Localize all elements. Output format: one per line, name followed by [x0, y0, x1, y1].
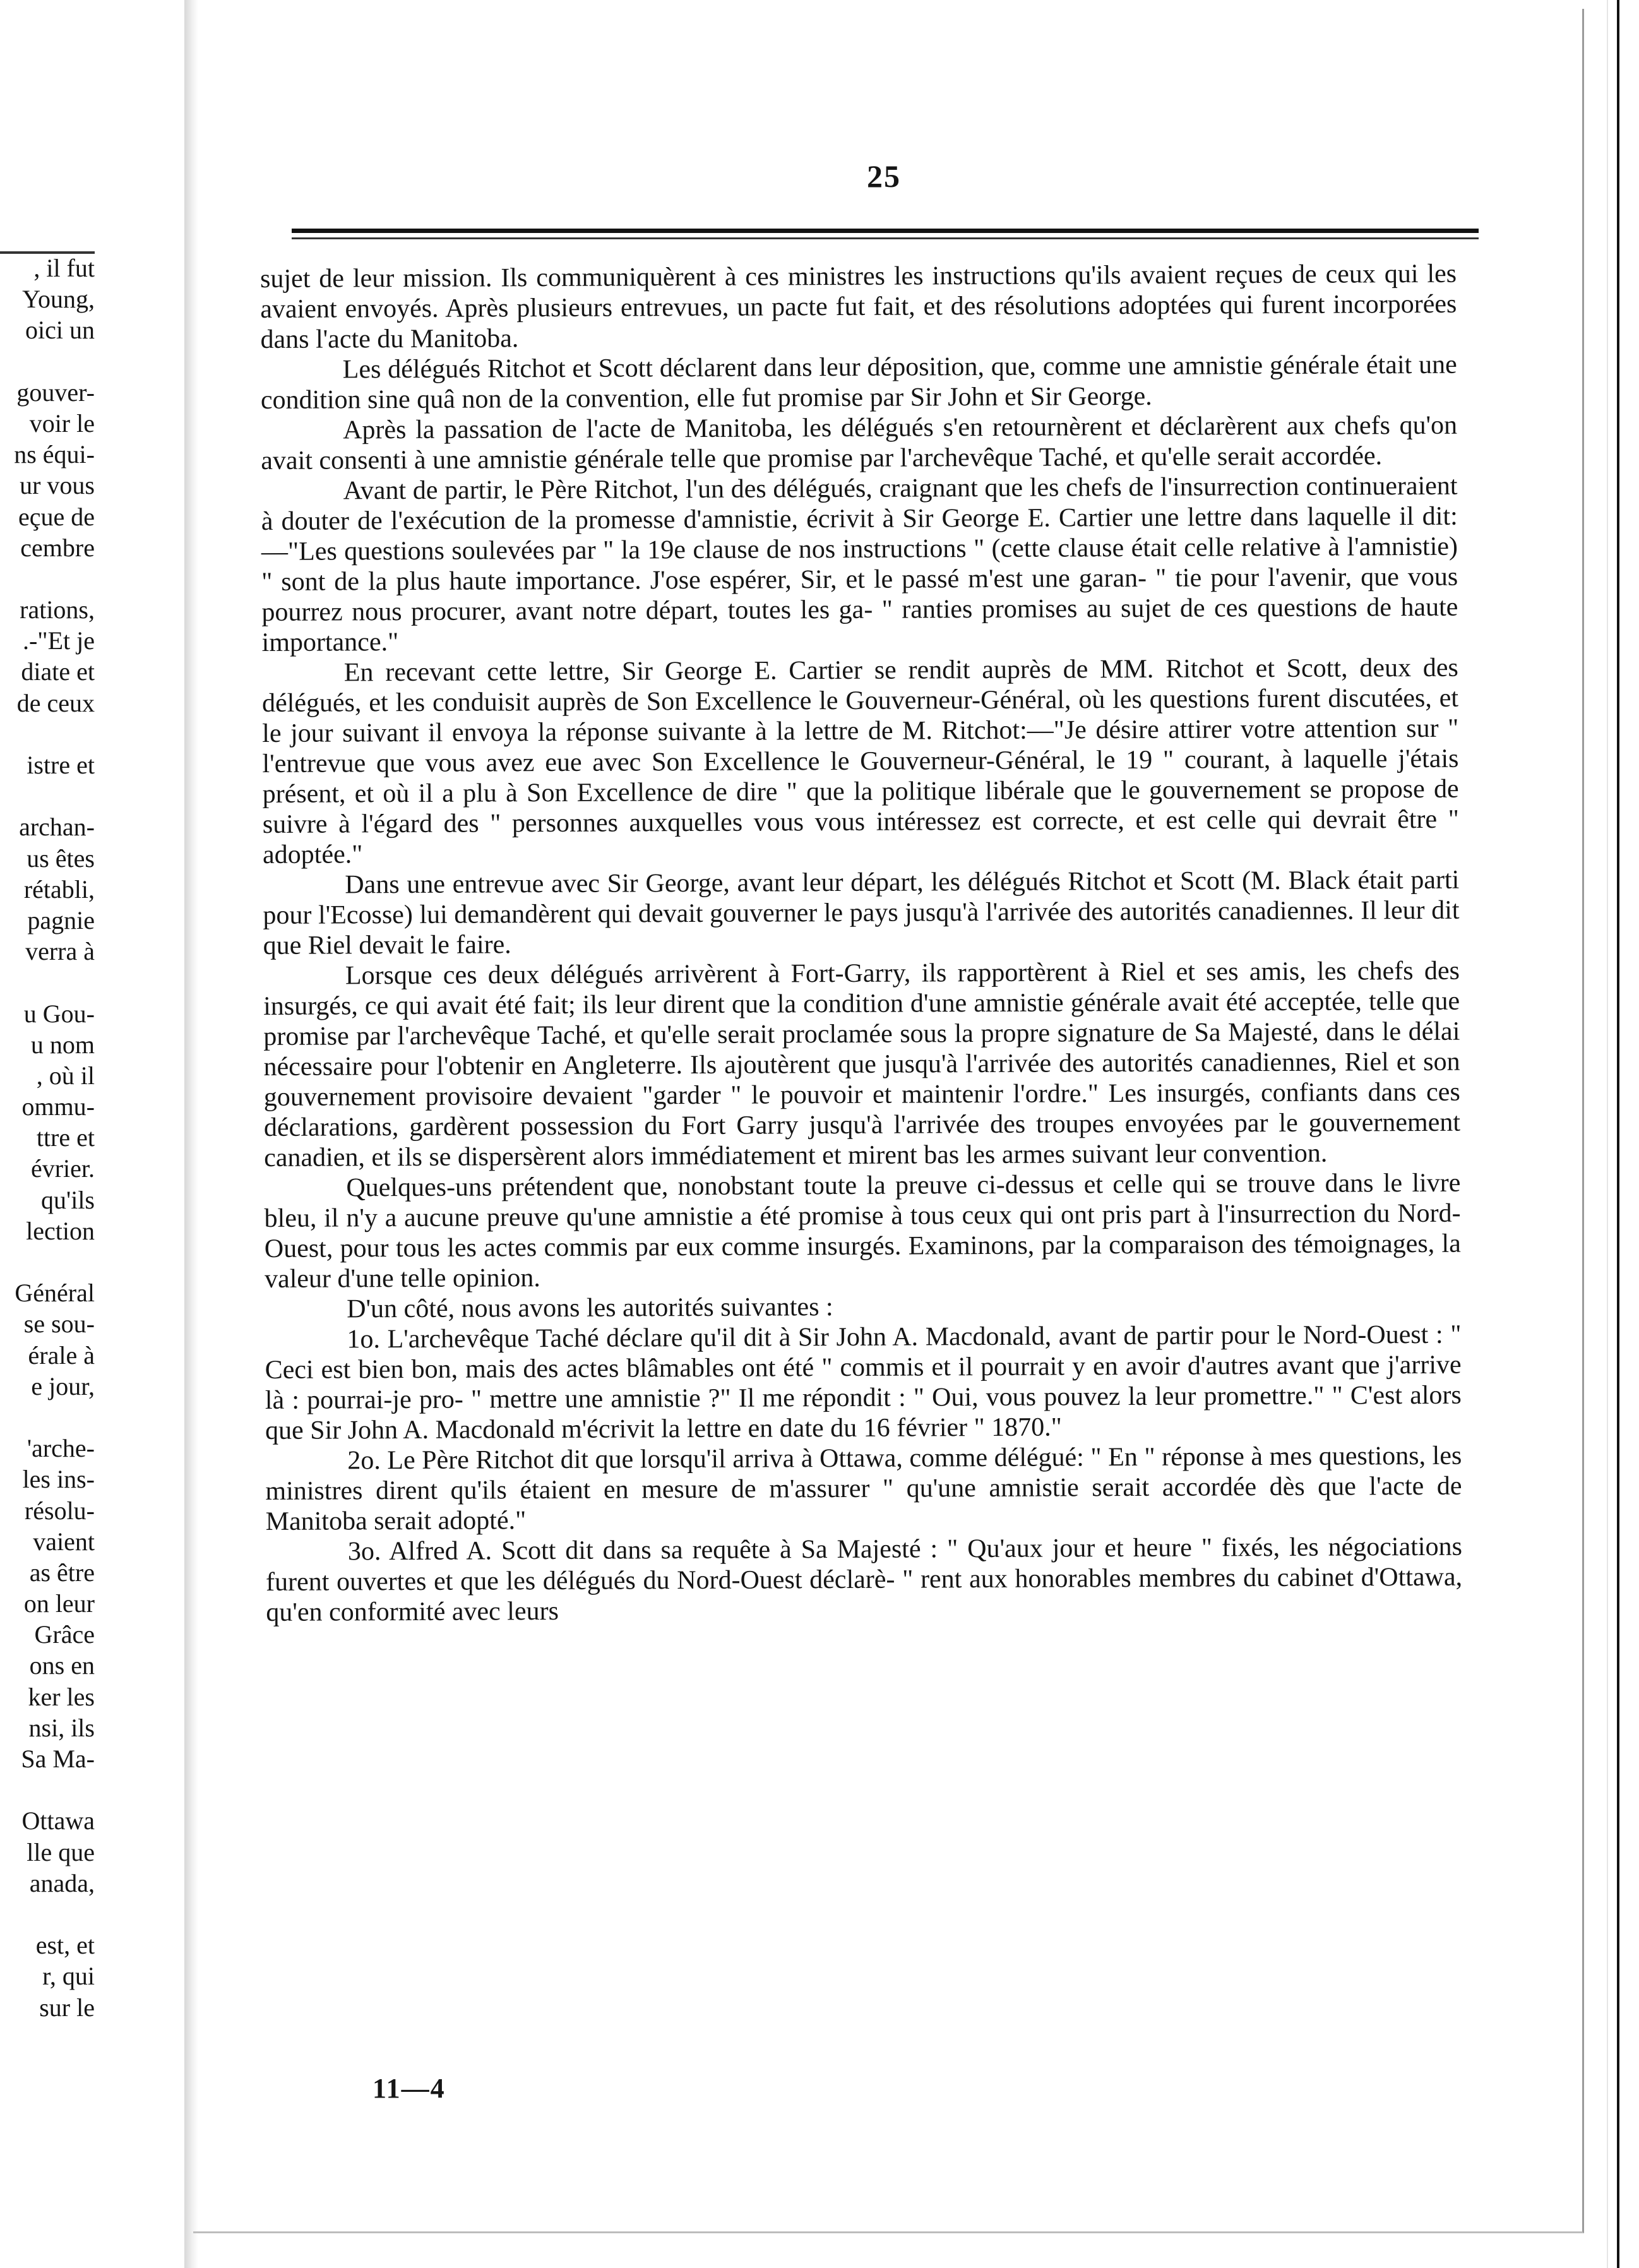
body-paragraph: 2o. Le Père Ritchot dit que lorsqu'il arriva à Ottawa, comme délégué: " En " réponse à mes questions, les ministres dirent qu'ils étaient en mesure de m'assurer " qu'une amnistie serait accordée dès que l'acte de Manitoba serait adopté." [265, 1441, 1462, 1536]
left-fragment-line: diate et [21, 657, 95, 686]
body-paragraph: En recevant cette lettre, Sir George E. Cartier se rendit auprès de MM. Ritchot et Scott, deux des délégués, et les conduisit auprès de Son Excellence le Gouverneur-Général, où les questions furent discutées, et le jour suivant il envoya la réponse suivante à la lettre de M. Ritchot:—"Je désire attirer votre attention sur " l'entrevue que vous avez eue avec Son Excellence le Gouverneur-Général, le 19 " courant, à laquelle j'étais présent, et où il a plu à Son Excellence de dire " que la politique libérale que le gouvernement se propose de suivre à l'égard des " personnes auxquelles vous vous intéressez est correcte, et est celle qui devrait être " adoptée." [261, 653, 1459, 869]
left-fragment-line: archan- [19, 813, 95, 842]
left-fragment-line: de ceux [16, 688, 95, 717]
left-fragment-line: us êtes [27, 844, 95, 873]
body-paragraph: Après la passation de l'acte de Manitoba, les délégués s'en retournèrent et déclarèrent aux chefs qu'on avait consenti à une amnistie générale telle que promise par l'archevêque Taché, et qu'elle serait accordée. [261, 410, 1458, 475]
left-fragment-line [0, 719, 95, 749]
footer-signature: 11—4 [372, 2073, 446, 2104]
scan-right-edge [1607, 0, 1639, 2268]
left-fragment-line [0, 967, 95, 998]
body-paragraph: Lorsque ces deux délégués arrivèrent à Fort-Garry, ils rapportèrent à Riel et ses amis, les chefs des insurgés, ce qui avait été fait; ils leur dirent que la condition d'une amnistie générale avait été acceptée, telle que promise par l'archevêque Taché, et qu'elle serait proclamée sous la propre signature de Sa Majesté, dans le délai nécessaire pour l'obtenir en Angleterre. Ils ajoutèrent que jusqu'à l'arrivée des autorités canadiennes, Riel et son gouvernement provisoire devaient "garder " le pouvoir et maintenir l'ordre." Les insurgés, confiants dans ces déclarations, gardèrent possession du Fort Garry jusqu'à l'arrivée des troupes envoyées par le gouvernement canadien, et ils se dispersèrent alors immédiatement et mirent bas les armes suivant leur convention. [263, 956, 1461, 1173]
left-fragment-line: u Gou- [23, 999, 95, 1028]
left-fragment-line [0, 346, 95, 377]
body-paragraph: Dans une entrevue avec Sir George, avant leur départ, les délégués Ritchot et Scott (M. Black était parti pour l'Ecosse) lui demandèrent qui devait gouverner le pays jusqu'à l'arrivée des autorités canadiennes. Il leur dit que Riel devait le faire. [263, 865, 1460, 960]
left-fragment-line: 'arche- [27, 1434, 95, 1463]
left-fragment-line: anada, [29, 1868, 95, 1897]
left-fragment-line: lection [26, 1216, 95, 1245]
left-fragment-line: cembre [20, 533, 95, 562]
left-fragment-line [0, 563, 95, 594]
left-fragment-line: ur vous [20, 471, 95, 500]
body-paragraph: Quelques-uns prétendent que, nonobstant toute la preuve ci-dessus et celle qui se trouve dans le livre bleu, il n'y a aucune preuve qu'une amnistie a été promise à tous ceux qui ont pris part à l'insurrection du Nord-Ouest, pour tous les actes commis par eux comme insurgés. Examinons, par la comparaison des témoignages, la valeur d'une telle opinion. [264, 1168, 1461, 1294]
left-fragment-line: se sou- [23, 1310, 95, 1339]
left-fragment-line: , il fut [33, 254, 95, 282]
left-fragment-line: as être [29, 1558, 95, 1587]
left-fragment-line: qu'ils [41, 1185, 95, 1214]
left-fragment-line: sur le [39, 1993, 95, 2022]
left-fragment-line [0, 1899, 95, 1930]
left-page-fragment [0, 253, 95, 2023]
left-fragment-line: Général [15, 1279, 95, 1308]
left-fragment-line: verra à [25, 937, 95, 966]
left-fragment-line: istre et [27, 751, 95, 779]
left-fragment-line: oici un [25, 316, 95, 345]
body-paragraph: D'un côté, nous avons les autorités suivantes : [347, 1292, 833, 1324]
left-fragment-line: lle que [27, 1837, 95, 1866]
left-fragment-line: évrier. [30, 1154, 95, 1183]
left-fragment-line: les ins- [22, 1465, 95, 1494]
body-paragraph: 3o. Alfred A. Scott dit dans sa requête à Sa Majesté : " Qu'aux jour et heure " fixés, les négociations furent ouvertes et que les délégués du Nord-Ouest déclarè- " rent aux honorables membres du cabinet d'Ottawa, qu'en conformité avec leurs [266, 1532, 1463, 1627]
left-fragment-line: rétabli, [23, 874, 95, 904]
left-fragment-line: est, et [35, 1931, 95, 1960]
left-fragment-line: résolu- [24, 1496, 95, 1525]
left-fragment-line: e jour, [31, 1371, 95, 1400]
body-paragraph: Avant de partir, le Père Ritchot, l'un des délégués, craignant que les chefs de l'insurrection continueraient à douter de l'exécution de la promesse d'amnistie, écrivit à Sir George E. Cartier une lettre dans laquelle il dit:—"Les questions soulevées par " la 19e clause de nos instructions " (cette clause était celle relative à l'amnistie) " sont de la plus haute importance. J'ose espérer, Sir, et le passé m'est une garan- " tie pour l'avenir, que vous pourrez nous procurer, avant notre départ, toutes les ga- " ranties promises au sujet de ces questions de haute importance." [261, 471, 1458, 657]
left-fragment-line: vaient [33, 1527, 95, 1556]
left-fragment-line: r, qui [42, 1962, 95, 1991]
header-rule-thin [292, 237, 1479, 239]
left-fragment-line: pagnie [27, 905, 95, 934]
left-fragment-line: érale à [28, 1340, 95, 1370]
left-fragment-line [0, 780, 95, 811]
left-fragment-line: ommu- [21, 1092, 95, 1121]
left-fragment-line: rations, [20, 595, 95, 624]
left-fragment-line: ons en [29, 1651, 95, 1680]
left-fragment-line: Sa Ma- [21, 1745, 95, 1773]
left-fragment-line: gouver- [16, 378, 95, 407]
left-fragment-line: eçue de [18, 502, 95, 531]
left-fragment-line [0, 1774, 95, 1805]
header-rule-thick [292, 229, 1479, 233]
body-paragraph: 1o. L'archevêque Taché déclare qu'il dit à Sir John A. Macdonald, avant de partir pour le Nord-Ouest : " Ceci est bien bon, mais des actes blâmables ont été " commis et il pourrait y en avoir d'autres avant que j'arrive là : pourrai-je pro- " mettre une amnistie ?" Il me répondit : " Oui, vous pouvez la leur promettre." " C'est alors que Sir John A. Macdonald m'écrivit la lettre en date du 16 février " 1870." [265, 1320, 1462, 1445]
left-fragment-line: Young, [22, 285, 95, 314]
left-fragment-line: voir le [29, 409, 95, 438]
body-paragraph: Les délégués Ritchot et Scott déclarent dans leur déposition, que, comme une amnistie générale était une condition sine quâ non de la convention, elle fut promise par Sir John et Sir George. [260, 350, 1457, 415]
left-fragment-line [0, 1402, 95, 1433]
left-fragment-line: Grâce [34, 1620, 95, 1649]
left-fragment-line: nsi, ils [28, 1713, 95, 1742]
page-number: 25 [867, 158, 901, 194]
left-fragment-line: ker les [28, 1682, 95, 1711]
body-paragraph: sujet de leur mission. Ils communiquèrent à ces ministres les instructions qu'ils avaient reçues de ceux qui les avaient envoyés. Après plusieurs entrevues, un pacte fut fait, et des résolutions adoptées qui furent incorporées dans l'acte du Manitoba. [260, 259, 1457, 354]
left-fragment-line: u nom [30, 1030, 95, 1059]
left-fragment-line: , où il [36, 1061, 95, 1090]
left-fragment-line: ttre et [36, 1123, 95, 1152]
left-fragment-line: .-"Et je [22, 626, 95, 655]
left-fragment-line: ns équi- [14, 440, 95, 469]
left-fragment-line [0, 1246, 95, 1277]
left-fragment-line: on leur [23, 1589, 95, 1618]
body-text [260, 259, 1462, 1628]
left-fragment-line: Ottawa [21, 1806, 95, 1835]
